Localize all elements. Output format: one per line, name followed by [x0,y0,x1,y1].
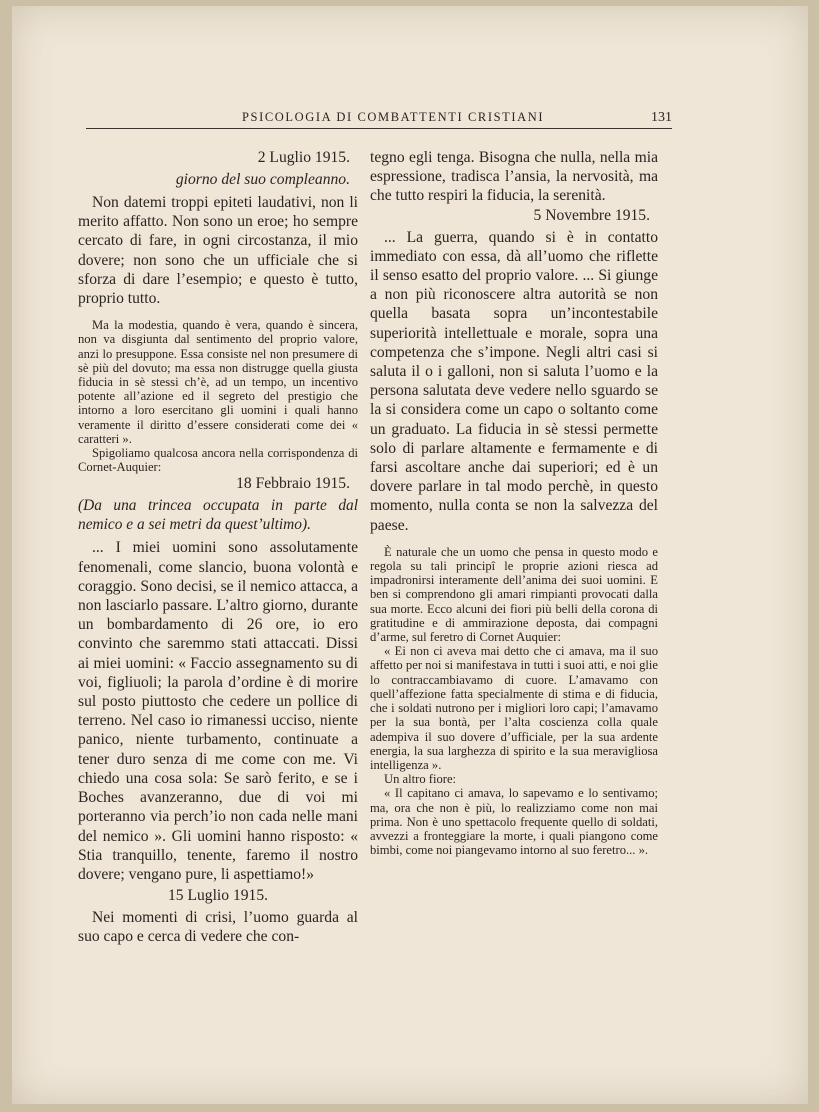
letter-paragraph: ... I miei uomini sono assolutamente fenomenali, come slancio, buona volontà e coraggio. Sono decisi, se il nemico attacca, a non lasciarlo passare. L’altro giorno, durante un bombardamento di 26 ore, io ero convinto che saremmo stati attaccati. Dissi ai miei uomini: « Faccio assegnamento su di voi, figliuoli; la parola d’ordine è di morire sul posto piuttosto che cedere un pollice di terreno. Nel caso io rimanessi ucciso, niente panico, niente turbamento, continuate a tener duro senza di me come con me. Vi chiedo una cosa sola: Se sarò ferito, e se i Boches avanzeranno, due di voi mi porteranno via perch’io non cada nelle mani del nemico ». Gli uomini hanno risposto: « Stia tranquillo, tenente, faremo il nostro dovere; vengano pure, li aspettiamo!» [78,539,358,883]
entry-date: 2 Luglio 1915. [257,149,350,166]
page-header [242,110,672,130]
left-column [78,148,358,947]
commentary-paragraph: Ma la modestia, quando è vera, quando è sincera, non va disgiunta dal sentimento del proprio valore, anzi lo presuppone. Essa consiste nel non presumere di sè più del dovuto; ma essa non distrugge quella giusta fiducia in sè stessi ch’è, ad un tempo, un incentivo potente all’azione ed il segreto del prestigio che intorno a loro esercitano gli uomini i quali hanno veramente il diritto d’essere considerati come dei « caratteri ». [78,318,358,446]
letter-paragraph: Non datemi troppi epiteti laudativi, non li merito affatto. Non sono un eroe; ho sempre cercato di fare, in ogni circostanza, il mio dovere; non sono che un ufficiale che si sforza di dare l’esempio; e questo è tutto, proprio tutto. [78,194,358,308]
page-number: 131 [651,110,672,125]
entry-date: 18 Febbraio 1915. [236,475,350,493]
right-column [370,148,658,857]
header-rule [86,128,672,129]
running-title: PSICOLOGIA DI COMBATTENTI CRISTIANI [242,110,545,124]
entry-caption: (Da una trincea occupata in parte dal nemico e a sei metri da quest’ultimo). [78,497,358,534]
commentary-paragraph: Un altro fiore: [384,772,457,787]
quoted-tribute: « Il capitano ci amava, lo sapevamo e lo sentivamo; ma, ora che non è più, lo realizziamo come non mai prima. Non è uno spettacolo frequente quello di soldati, avvezzi a fronteggiare la morte, i quali piangono come bimbi, come noi piangevamo intorno al suo feretro... ». [370,786,658,858]
commentary-paragraph: È naturale che un uomo che pensa in questo modo e regola su tali principî le proprie azioni riesca ad impadronirsi interamente dell’anima dei suoi uomini. E ben si comprendono gli amari rimpianti provocati dalla sua morte. Ecco alcuni dei fiori più belli della corona di gratitudine e di ammirazione deposta, dai compagni d’arme, sul feretro di Cornet Auquier: [370,544,658,645]
letter-paragraph: ... La guerra, quando si è in contatto immediato con essa, dà all’uomo che riflette il senso esatto del proprio valore. ... Si giunge a non più riconoscere altra autorità se non quella basata sopra un’incontestabile superiorità intellettuale e morale, sopra una competenza che s’impone. Negli altri casi si saluta il o i galloni, non si saluta l’uomo e la persona salutata deve vedere nello sguardo se la si considera come un capo o soltanto come un graduato. La fiducia in sè stessi permette solo di parlare altamente e fermamente e di farsi ascoltare anche dai superiori; ed è un dovere parlare in tal modo perchè, in questo momento, nulla conta se non la salvezza del paese. [370,228,658,534]
entry-subtitle: giorno del suo compleanno. [175,171,350,188]
entry-date: 5 Novembre 1915. [533,206,650,224]
entry-date: 15 Luglio 1915. [167,887,269,905]
commentary-paragraph: Spigoliamo qualcosa ancora nella corrispondenza di Cornet-Auquier: [78,446,358,475]
letter-paragraph: Nei momenti di crisi, l’uomo guarda al suo capo e cerca di vedere che con- [78,909,358,946]
quoted-tribute: « Ei non ci aveva mai detto che ci amava, ma il suo affetto per noi si manifestava in tutti i suoi atti, e noi glie lo contraccambiavamo di cuore. L’amavamo con quell’affezione fatta specialmente di stima e di fiducia, che i soldati nutrono per i migliori loro capi; l’amavamo per la sua bontà, per l’alta coscienza colla quale adempiva il suo dovere d’ufficiale, per la sua ardente energia, la sua larghezza di spirito e la sua meravigliosa intelligenza ». [370,644,658,772]
letter-paragraph: tegno egli tenga. Bisogna che nulla, nella mia espressione, tradisca l’ansia, la nervosità, ma che tutto respiri la fiducia, la serenità. [370,149,658,205]
